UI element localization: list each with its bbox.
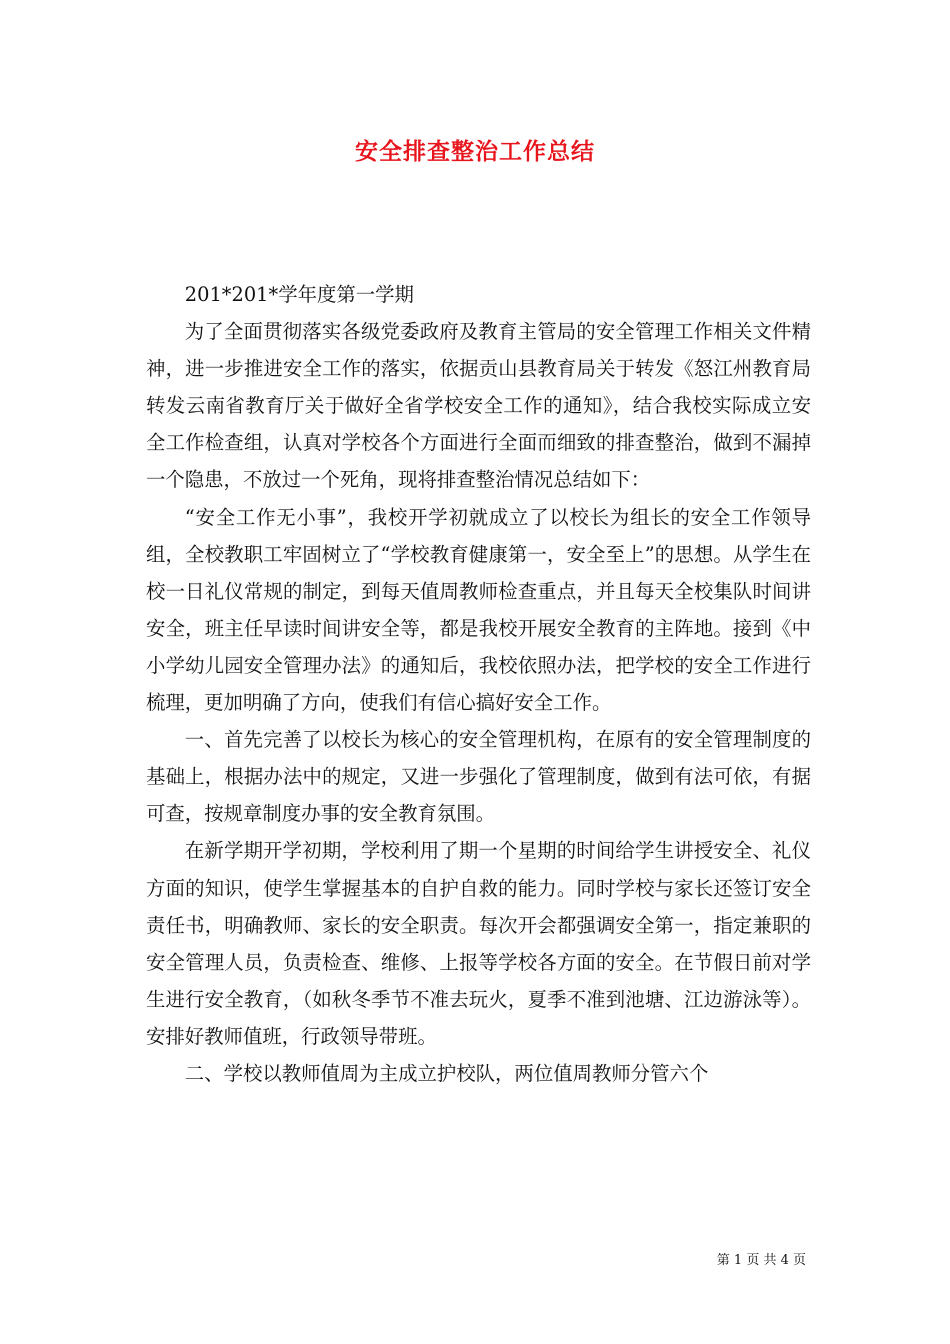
paragraph-section-one: 一、首先完善了以校长为核心的安全管理机构，在原有的安全管理制度的基础上，根据办法中的规定，又进一步强化了管理制度，做到有法可依，有据可查，按规章制度办事的安全教育氛围。 — [146, 728, 811, 826]
paragraph-safety-leadership: “安全工作无小事”，我校开学初就成立了以校长为组长的安全工作领导组，全校教职工牢固树立了“学校教育健康第一，安全至上”的思想。从学生在校一日礼仪常规的制定，到每天值周教师检查重点，并且每天全校集队时间讲安全，班主任早读时间讲安全等，都是我校开展安全教育的主阵地。接到《中小学幼儿园安全管理办法》的通知后，我校依照办法，把学校的安全工作进行梳理，更加明确了方向，使我们有信心搞好安全工作。 — [146, 505, 811, 715]
document-body — [146, 276, 811, 1092]
paragraph-new-term: 在新学期开学初期，学校利用了期一个星期的时间给学生讲授安全、礼仪方面的知识，使学生掌握基本的自护自救的能力。同时学校与家长还签订安全责任书，明确教师、家长的安全职责。每次开会都强调安全第一，指定兼职的安全管理人员，负责检查、维修、上报等学校各方面的安全。在节假日前对学生进行安全教育，（如秋冬季节不准去玩火，夏季不准到池塘、江边游泳等）。安排好教师值班，行政领导带班。 — [146, 839, 811, 1048]
paragraph-term: 201*201*学年度第一学期 — [184, 283, 414, 306]
paragraph-intro: 为了全面贯彻落实各级党委政府及教育主管局的安全管理工作相关文件精神，进一步推进安全工作的落实，依据贡山县教育局关于转发《怒江州教育局转发云南省教育厅关于做好全省学校安全工作的通知》，结合我校实际成立安全工作检查组，认真对学校各个方面进行全面而细致的排查整治，做到不漏掉一个隐患，不放过一个死角，现将排查整治情况总结如下： — [146, 320, 811, 492]
document-title: 安全排查整治工作总结 — [355, 139, 595, 165]
page-number-footer: 第 1 页 共 4 页 — [716, 1253, 806, 1268]
paragraph-section-two: 二、学校以教师值周为主成立护校队，两位值周教师分管六个 — [184, 1061, 709, 1085]
